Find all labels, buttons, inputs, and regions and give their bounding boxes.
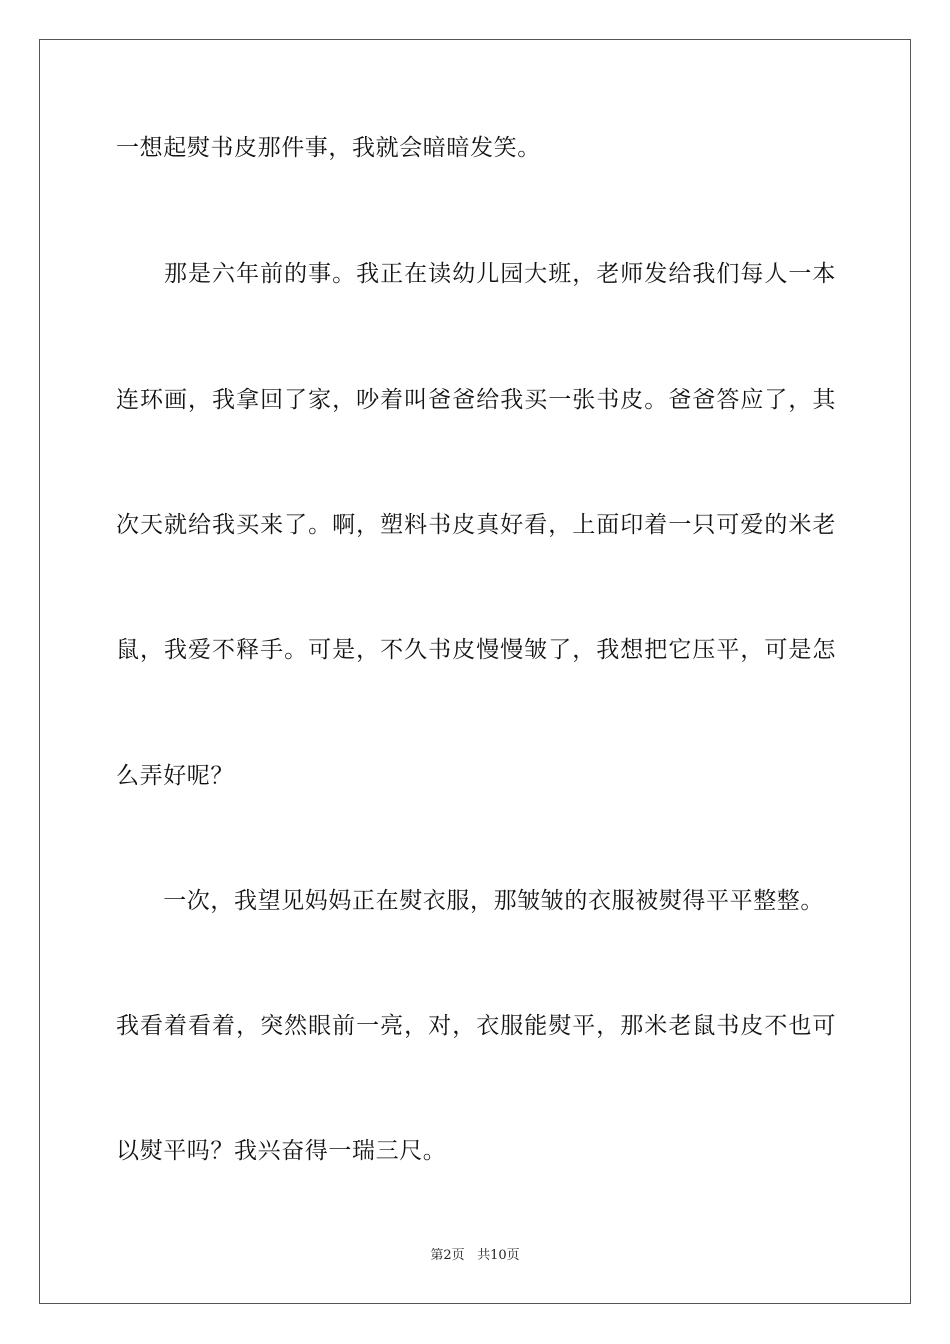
text-line: 么弄好呢？ (116, 763, 234, 789)
page-frame (39, 39, 911, 1304)
text-line: 鼠，我爱不释手。可是，不久书皮慢慢皱了，我想把它压平，可是怎 (116, 637, 836, 663)
text-line: 一想起熨书皮那件事，我就会暗暗发笑。 (116, 135, 541, 161)
text-line: 我看着看着，突然眼前一亮，对，衣服能熨平，那米老鼠书皮不也可 (116, 1013, 836, 1039)
page-total: 共10页 (477, 1248, 520, 1263)
text-line: 那是六年前的事。我正在读幼儿园大班，老师发给我们每人一本 (116, 261, 836, 287)
text-line: 次天就给我买来了。啊，塑料书皮真好看，上面印着一只可爱的米老 (116, 512, 836, 538)
text-line: 一次，我望见妈妈正在熨衣服，那皱皱的衣服被熨得平平整整。 (116, 888, 824, 914)
page-number: 第2页 (430, 1248, 465, 1263)
page-footer (0, 1247, 950, 1265)
text-line: 以熨平吗？我兴奋得一瑞三尺。 (116, 1138, 447, 1164)
text-line: 连环画，我拿回了家，吵着叫爸爸给我买一张书皮。爸爸答应了，其 (116, 387, 836, 413)
